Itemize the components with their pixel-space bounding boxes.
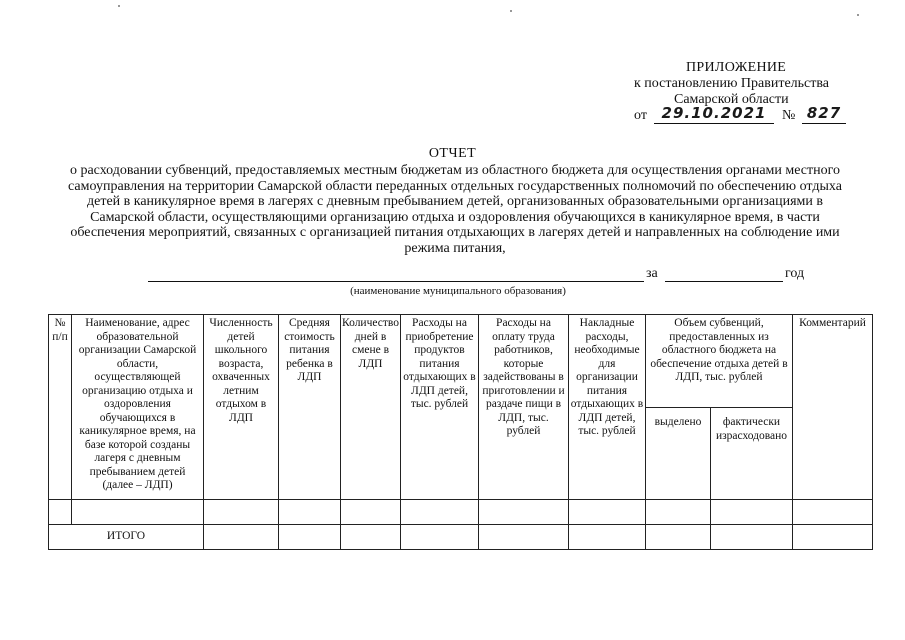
report-title: ОТЧЕТ [428, 146, 477, 161]
table-cell[interactable] [341, 525, 401, 550]
table-cell[interactable] [341, 500, 401, 525]
table-cell[interactable] [401, 500, 479, 525]
appendix-date-number-line [634, 104, 890, 128]
table-cell[interactable] [72, 500, 204, 525]
header-comment: Комментарий [793, 315, 873, 500]
handwritten-number: 827 [806, 104, 842, 122]
for-label: за [646, 266, 658, 281]
header-days: Количество дней в смене в ЛДП [341, 315, 401, 500]
table-cell[interactable] [279, 500, 341, 525]
total-label-cell [49, 525, 204, 550]
table-cell[interactable] [711, 525, 793, 550]
header-allocated: выделено [646, 408, 711, 500]
total-label: ИТОГО [106, 530, 146, 543]
municipality-line [148, 266, 805, 284]
total-row [49, 525, 873, 550]
table-cell[interactable] [569, 500, 646, 525]
table-cell[interactable] [401, 525, 479, 550]
header-spent: фактически израсходовано [711, 408, 793, 500]
table-row [49, 500, 873, 525]
year-blank [665, 266, 783, 282]
table-cell[interactable] [204, 525, 279, 550]
table-cell[interactable] [479, 525, 569, 550]
date-prefix: от [634, 108, 647, 123]
header-avg-cost: Средняя стоимость питания ребенка в ЛДП [279, 315, 341, 500]
table-cell[interactable] [646, 500, 711, 525]
table-cell[interactable] [646, 525, 711, 550]
table-cell[interactable] [204, 500, 279, 525]
year-label: год [785, 266, 805, 281]
appendix-region-line: Самарской области [674, 92, 789, 107]
number-field [802, 105, 846, 124]
table-cell[interactable] [793, 500, 873, 525]
scan-speck [118, 5, 120, 7]
municipality-blank [148, 266, 644, 282]
header-overhead: Накладные расходы, необходимые для организации питания отдыхающих в ЛДП детей, тыс. рублей [569, 315, 646, 500]
header-food-cost: Расходы на приобретение продуктов питания отдыхающих в ЛДП детей, тыс. рублей [401, 315, 479, 500]
table-cell[interactable] [711, 500, 793, 525]
header-num: № п/п [49, 315, 72, 500]
table-cell[interactable] [569, 525, 646, 550]
report-table [48, 314, 873, 550]
scan-speck [510, 10, 512, 12]
table-cell[interactable] [49, 500, 72, 525]
table-cell[interactable] [793, 525, 873, 550]
table-cell[interactable] [279, 525, 341, 550]
appendix-title: ПРИЛОЖЕНИЕ [686, 60, 787, 75]
header-labor-cost: Расходы на оплату труда работников, которые задействованы в приготовлении и раздаче пищи в ЛДП, тыс. рублей [479, 315, 569, 500]
appendix-block [600, 60, 890, 128]
header-name: Наименование, адрес образовательной организации Самарской области, осуществляющей организацию отдыха и оздоровления обучающихся в каникулярное время, на базе которой созданы лагеря с дневным пребыванием детей (далее – ЛДП) [72, 315, 204, 500]
number-label: № [782, 108, 796, 123]
header-subsidy-group: Объем субвенций, предоставленных из областного бюджета на обеспечение отдыха детей в ЛДП, тыс. рублей [646, 315, 793, 408]
handwritten-date: 29.10.2021 [661, 104, 767, 122]
date-field [654, 105, 774, 124]
municipality-caption: (наименование муниципального образования) [350, 285, 566, 297]
scan-speck [857, 14, 859, 16]
table-header-row [49, 315, 873, 408]
header-count: Численность детей школьного возраста, охваченных летним отдыхом в ЛДП [204, 315, 279, 500]
report-description: о расходовании субвенций, предоставляемых местным бюджетам из областного бюджета для осуществления органами местного самоуправления на территории Самарской области переданных отдельных государственных полномочий по обеспечению отдыха детей в каникулярное время в лагерях с дневным пребыванием детей, организованных образовательными организациями в Самарской области, осуществляющими организацию отдыха и оздоровления обучающихся в каникулярное время, в части обеспечения мероприятий, связанных с организацией питания отдыхающих в лагерях детей и направленных на соблюдение ими режима питания, [68, 163, 842, 256]
table-cell[interactable] [479, 500, 569, 525]
appendix-resolution-line: к постановлению Правительства [634, 76, 830, 91]
